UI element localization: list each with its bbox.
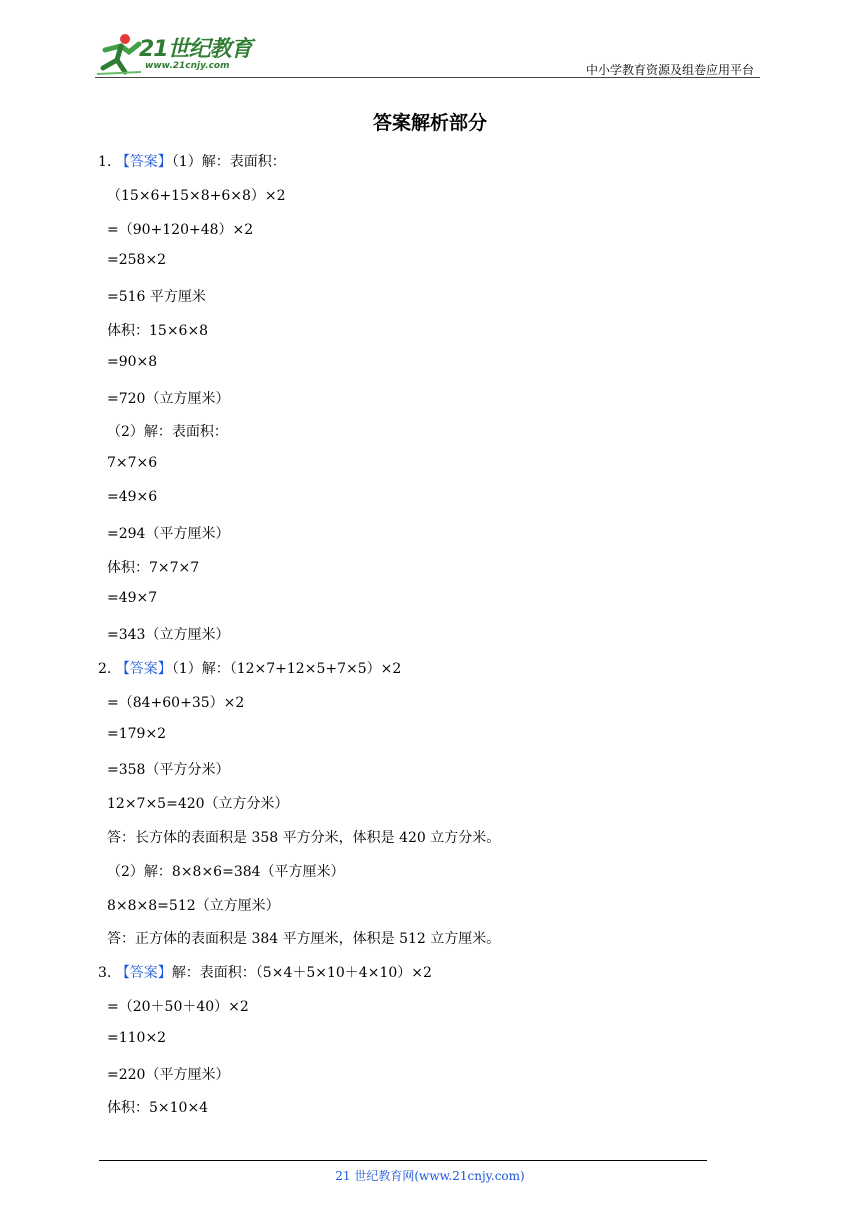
footer-divider (99, 1160, 707, 1161)
answer-line (107, 557, 199, 577)
answer-text: =110×2 (107, 1029, 167, 1046)
answer-text: 12×7×5=420（立方分米） (107, 796, 289, 813)
answer-text: =90×8 (107, 353, 158, 370)
answer-text: =（20＋50＋40）×2 (107, 999, 249, 1015)
answer-line (107, 354, 157, 370)
answer-line (107, 861, 345, 881)
answer-text: （2）解：表面积： (107, 424, 228, 441)
answer-line (107, 624, 229, 644)
answer-line (107, 388, 229, 408)
question-answer-start (98, 151, 286, 171)
question-number: 3. (98, 965, 116, 982)
footer-text[interactable]: 21 世纪教育网(www.21cnjy.com) (335, 1169, 525, 1183)
answer-line (107, 827, 500, 847)
answer-line (107, 219, 253, 239)
answer-line (107, 286, 206, 306)
answer-text: 体积：15×6×8 (107, 323, 209, 339)
answer-text: 答：正方体的表面积是 384 平方厘米，体积是 512 立方厘米。 (107, 931, 501, 948)
question-number: 1. (98, 154, 116, 170)
answer-line (107, 692, 244, 712)
answer-text: =343（立方厘米） (107, 627, 230, 644)
answer-line (107, 1097, 208, 1117)
question-number: 2. (98, 661, 116, 677)
answer-line (107, 489, 157, 505)
answer-line (107, 320, 208, 340)
site-logo[interactable] (95, 30, 295, 78)
answer-text: 体积：5×10×4 (107, 1100, 209, 1117)
answer-line (107, 928, 500, 948)
answer-text: =49×6 (107, 489, 158, 505)
answer-line (107, 895, 280, 915)
page-title: 答案解析部分 (372, 112, 487, 134)
question-answer-start (98, 658, 401, 678)
header-divider (95, 77, 760, 78)
answer-tag: 【答案】 (115, 661, 172, 677)
answer-line (107, 759, 229, 779)
logo-url: www.21cnjy.com (145, 61, 230, 71)
answer-line (107, 590, 157, 606)
answer-text: =358（平方分米） (107, 762, 230, 779)
answer-text: （1）解：表面积： (171, 154, 286, 170)
runner-logo-icon (95, 32, 143, 76)
answer-text: =516 平方厘米 (107, 289, 206, 306)
logo-text: 21世纪教育 (139, 37, 252, 62)
answer-text: =720（立方厘米） (107, 390, 230, 407)
answer-text: =（90+120+48）×2 (107, 221, 254, 238)
answer-line (107, 455, 157, 471)
answer-text: 解：表面积：（5×4＋5×10＋4×10）×2 (171, 965, 432, 982)
answer-tag: 【答案】 (115, 965, 172, 982)
answer-text: 体积：7×7×7 (107, 559, 200, 576)
answer-line (107, 523, 229, 543)
answer-line (107, 185, 286, 205)
answer-text: （15×6+15×8+6×8）×2 (107, 187, 286, 204)
answer-text: =258×2 (107, 252, 167, 269)
answer-text: =220（平方厘米） (107, 1066, 230, 1083)
answer-text: 答：长方体的表面积是 358 平方分米，体积是 420 立方分米。 (107, 830, 501, 846)
answer-tag: 【答案】 (115, 154, 172, 170)
answer-line (107, 996, 249, 1016)
page-header (95, 30, 760, 80)
answer-line (107, 421, 228, 441)
answer-text: （1）解：（12×7+12×5+7×5）×2 (171, 661, 402, 677)
answer-line (107, 726, 166, 742)
answer-text: =179×2 (107, 725, 167, 742)
answer-text: 7×7×6 (107, 455, 158, 472)
answer-line (107, 793, 289, 813)
answer-text: =（84+60+35）×2 (107, 694, 245, 711)
answer-text: 8×8×8=512（立方厘米） (107, 897, 280, 914)
answer-line (107, 252, 166, 268)
answer-text: （2）解：8×8×6=384（平方厘米） (107, 863, 345, 880)
answer-text: =294（平方厘米） (107, 525, 230, 542)
answer-line (107, 1064, 229, 1084)
header-platform-text: 中小学教育资源及组卷应用平台 (585, 63, 754, 77)
answer-line (107, 1030, 166, 1046)
question-answer-start (98, 962, 432, 982)
answer-text: =49×7 (107, 590, 158, 607)
